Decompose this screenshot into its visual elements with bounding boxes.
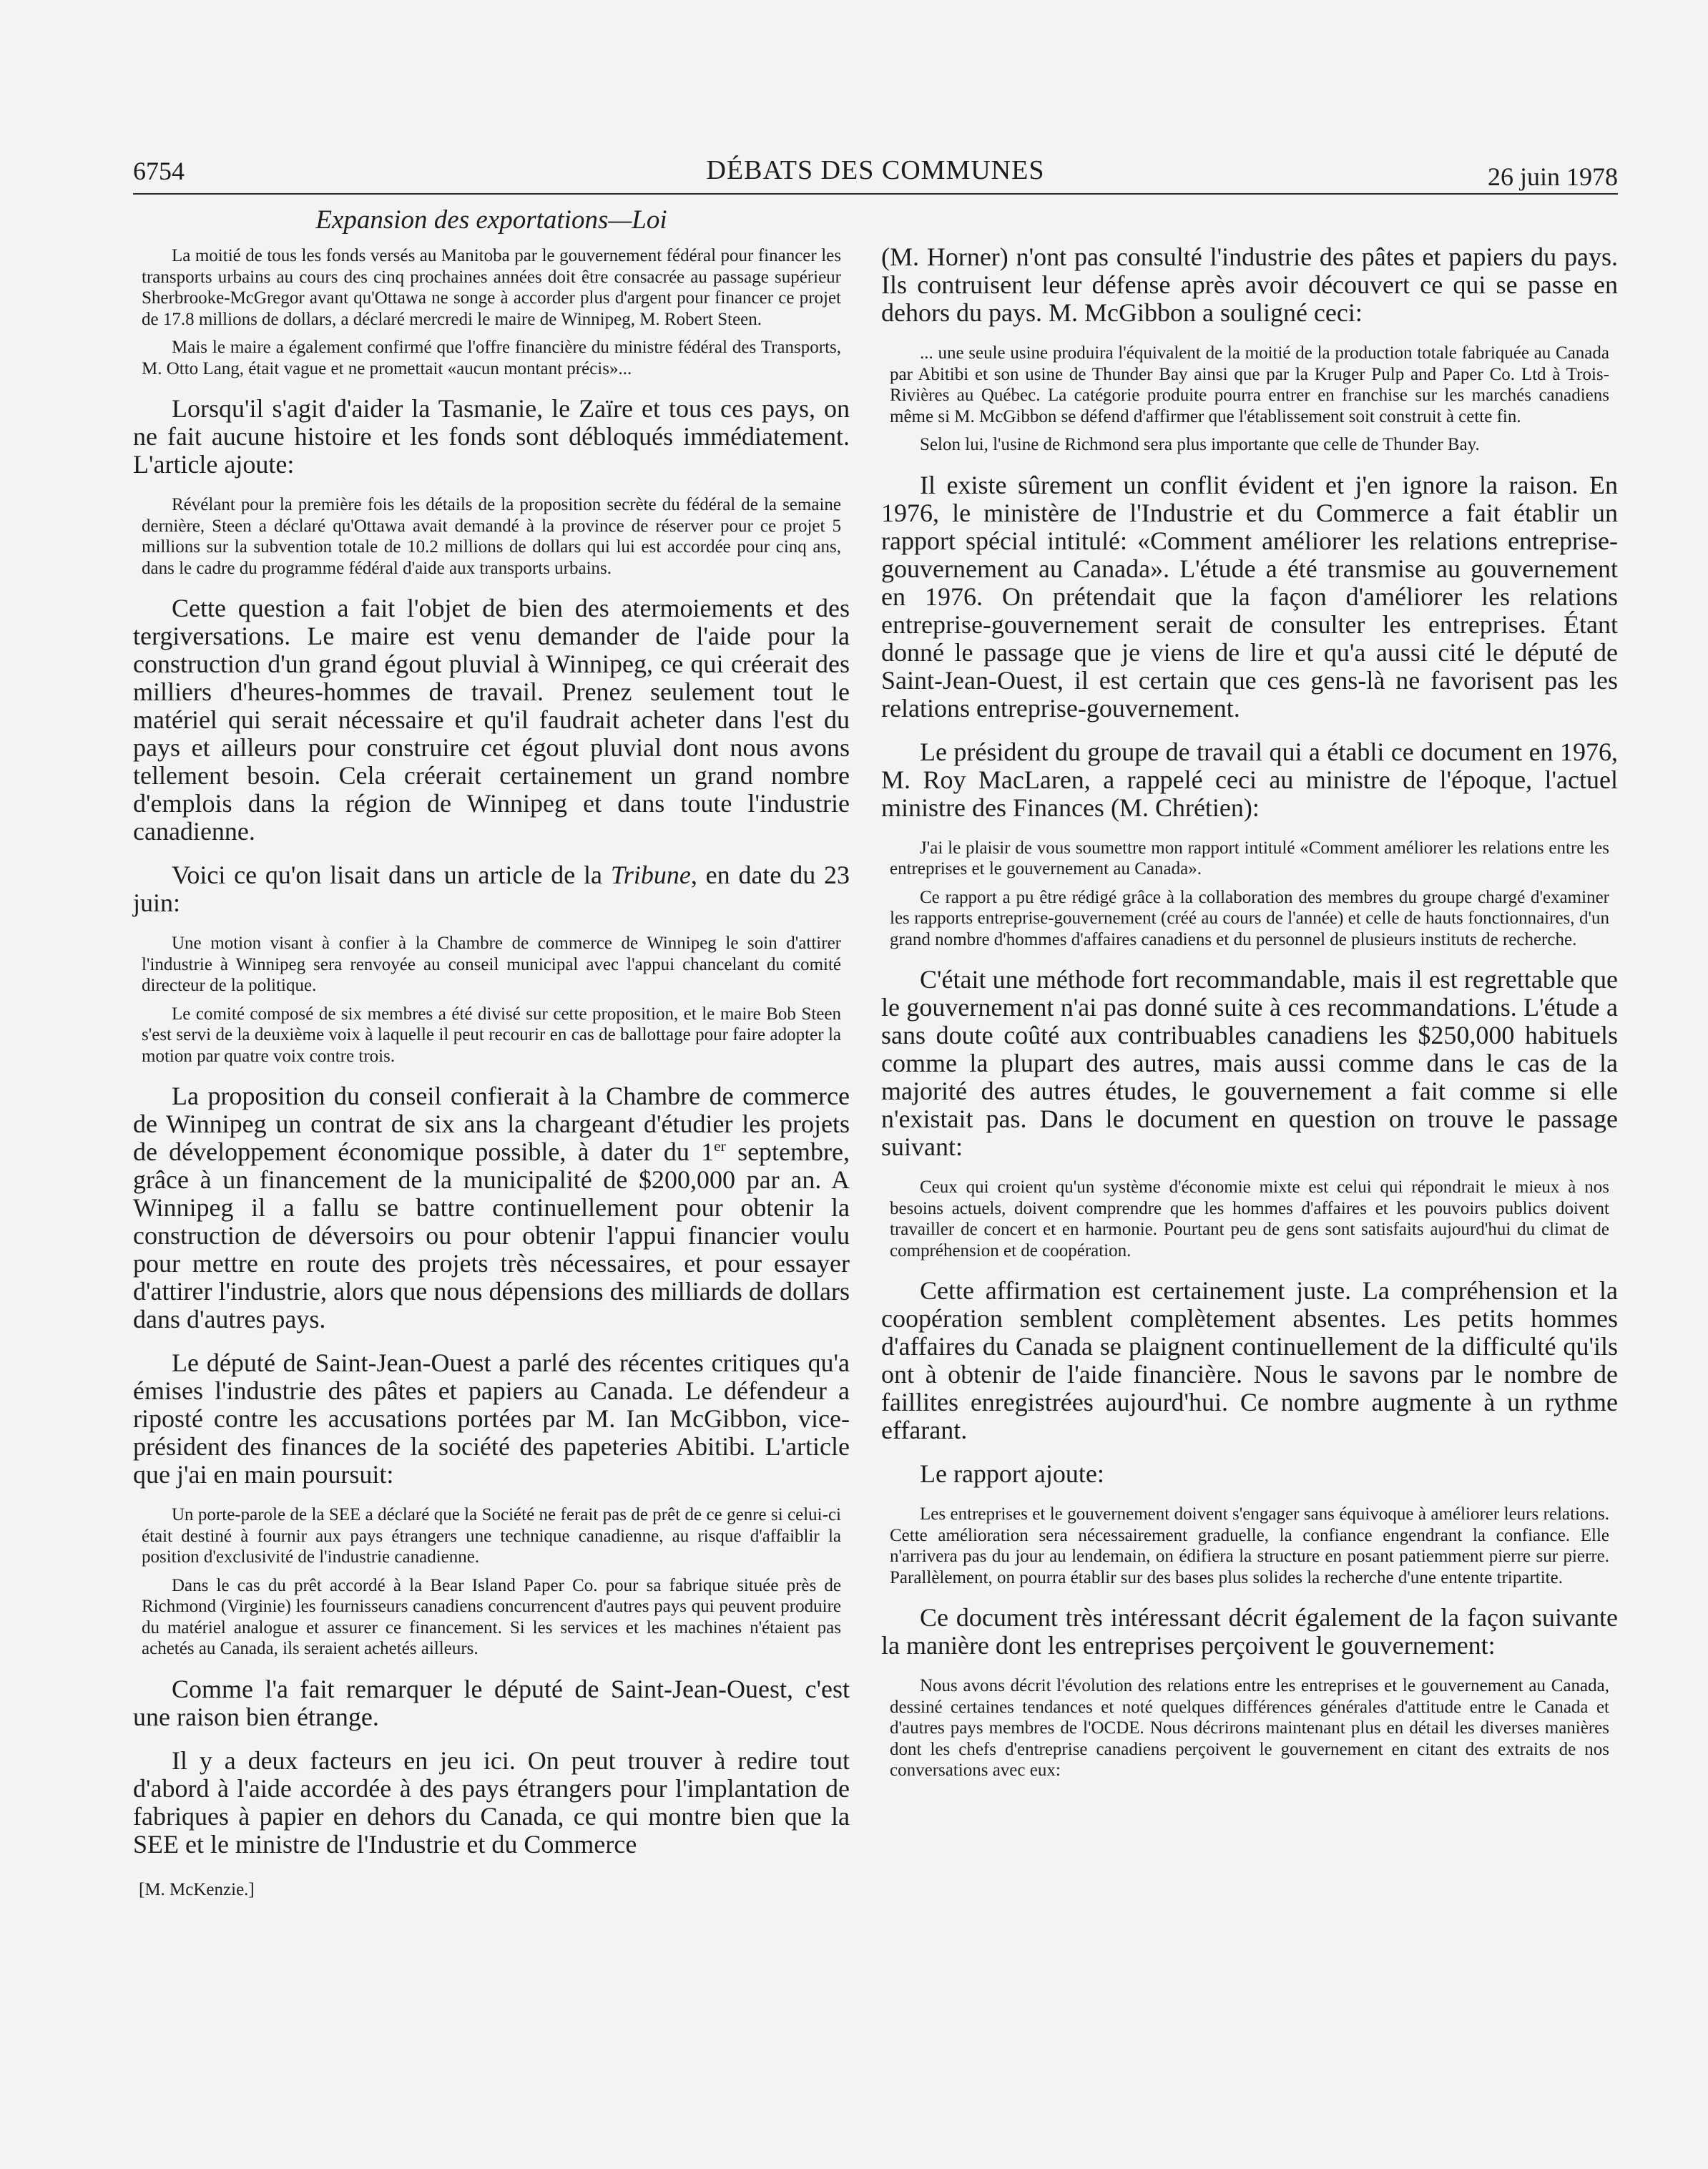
right-column xyxy=(881,202,1618,1788)
body-paragraph: (M. Horner) n'ont pas consulté l'industrie des pâtes et papiers du pays. Ils contruisent leur défense après avoir découvert ce qui se passe en dehors du pays. M. McGibbon a souligné ceci: xyxy=(881,243,1618,327)
quote-paragraph: La moitié de tous les fonds versés au Manitoba par le gouvernement fédéral pour financer les transports urbains au cours des cinq prochaines années doit être consacrée au passage supérieur Sherbrooke-McGregor avant qu'Ottawa ne songe à accorder plus d'argent pour financer ce projet de 17.8 millions de dollars, a déclaré mercredi le maire de Winnipeg, M. Robert Steen. xyxy=(142,246,841,329)
page-date: 26 juin 1978 xyxy=(1487,162,1618,191)
body-paragraph: Lorsqu'il s'agit d'aider la Tasmanie, le Zaïre et tous ces pays, on ne fait aucune histoire et les fonds sont débloqués immédiatement. L'article ajoute: xyxy=(133,394,850,479)
body-paragraph: Cette question a fait l'objet de bien des atermoiements et des tergiversations. Le maire est venu demander de l'aide pour la construction d'un grand égout pluvial à Winnipeg, ce qui créerait des milliers d'heures-hommes de travail. Prenez seulement tout le matériel qui serait nécessaire et qu'il faudrait acheter dans l'est du pays et ailleurs pour construire cet égout pluvial dont nous avons tellement besoin. Cela créerait certainement un grand nombre d'emplois dans la région de Winnipeg et dans toute l'industrie canadienne. xyxy=(133,594,850,846)
body-paragraph: C'était une méthode fort recommandable, mais il est regrettable que le gouvernement n'ai pas donné suite à ces recommandations. L'étude a sans doute coûté aux contribuables canadiens les $250,000 habituels comme la plupart des autres, mais aussi comme dans le cas de la majorité des autres études, le gouvernement a fait comme si elle n'existait pas. Dans le document en question on trouve le passage suivant: xyxy=(881,965,1618,1161)
text-run: La proposition du conseil confierait à la Chambre de commerce de Winnipeg un contrat de six ans la chargeant d'étudier les projets de développement économique possible, à dater du 1 xyxy=(133,1082,850,1166)
body-paragraph: Il existe sûrement un conflit évident et j'en ignore la raison. En 1976, le ministère de l'Industrie et du Commerce a fait établir un rapport spécial intitulé: «Comment améliorer les relations entreprise-gouvernement au Canada». L'étude a été transmise au gouvernement en 1976. On prétendait que la façon d'améliorer les relations entreprise-gouvernement serait de consulter les entreprises. Étant donné le passage que je viens de lire et qu'a aussi cité le député de Saint-Jean-Ouest, il est certain que ces gens-là ne favorisent pas les relations entreprise-gouvernement. xyxy=(881,470,1618,723)
running-title: DÉBATS DES COMMUNES xyxy=(706,155,1045,185)
quote-paragraph: Le comité composé de six membres a été divisé sur cette proposition, et le maire Bob Steen s'est servi de la deuxième voix à laquelle il peut recourir en cas de ballottage pour faire adopter la motion par quatre voix contre trois. xyxy=(142,1004,841,1066)
body-paragraph: Le député de Saint-Jean-Ouest a parlé des récentes critiques qu'a émises l'industrie des pâtes et papiers au Canada. Le défendeur a riposté contre les accusations portées par M. Ian McGibbon, vice-président des finances de la société des papeteries Abitibi. L'article que j'ai en main poursuit: xyxy=(133,1348,850,1489)
page-header xyxy=(133,152,1618,195)
quote-paragraph: Révélant pour la première fois les détails de la proposition secrète du fédéral de la semaine dernière, Steen a déclaré qu'Ottawa avait demandé à la province de réserver pour ce projet 5 millions sur la subvention totale de 10.2 millions de dollars qui lui est accordée pour cinq ans, dans le cadre du programme fédéral d'aide aux transports urbains. xyxy=(142,495,841,578)
quote-paragraph: Dans le cas du prêt accordé à la Bear Island Paper Co. pour sa fabrique située près de Richmond (Virginie) les fournisseurs canadiens concurrencent d'autres pays qui peuvent produire du matériel analogue et assurer ce financement. Si les services et les machines n'étaient pas achetés au Canada, ils seraient achetés ailleurs. xyxy=(142,1575,841,1658)
quote-paragraph: Les entreprises et le gouvernement doivent s'engager sans équivoque à améliorer leurs relations. Cette amélioration sera nécessairement graduelle, la confiance engendrant la confiance. Elle n'arrivera pas du jour au lendemain, on édifiera la structure en posant patiemment pierre sur pierre. Parallèlement, on pourra établir sur des bases plus solides la recherche d'une entente tripartite. xyxy=(890,1504,1609,1587)
quote-paragraph: J'ai le plaisir de vous soumettre mon rapport intitulé «Comment améliorer les relations entre les entreprises et le gouvernement au Canada». xyxy=(890,838,1609,878)
quote-paragraph: Un porte-parole de la SEE a déclaré que la Société ne ferait pas de prêt de ce genre si celui-ci était destiné à fournir aux pays étrangers une technique canadienne, au risque d'affaiblir la position d'exclusivité de l'industrie canadienne. xyxy=(142,1505,841,1567)
section-title: Expansion des exportations—Loi xyxy=(315,205,667,235)
newspaper-name: Tribune xyxy=(610,861,691,889)
quote-paragraph: ... une seule usine produira l'équivalent de la moitié de la production totale fabriquée au Canada par Abitibi et son usine de Thunder Bay ainsi que par la Kruger Pulp and Paper Co. Ltd à Trois-Rivières au Québec. La catégorie produite pourra entrer en franchise sur les marchés canadiens même si M. McGibbon se défend d'affirmer que l'établissement soit construit à cette fin. xyxy=(890,343,1609,426)
body-paragraph: Cette affirmation est certainement juste. La compréhension et la coopération semblent complètement absentes. Les petits hommes d'affaires du Canada se plaignent continuellement de la difficulté qu'ils ont à obtenir de l'aide financière. Nous le savons par le nombre de faillites enregistrées aujourd'hui. Ce nombre augmente à un rythme effarant. xyxy=(881,1276,1618,1444)
body-paragraph: Le président du groupe de travail qui a établi ce document en 1976, M. Roy MacLaren, a rappelé ceci au ministre de l'époque, l'actuel ministre des Finances (M. Chrétien): xyxy=(881,737,1618,822)
quote-paragraph: Nous avons décrit l'évolution des relations entre les entreprises et le gouvernement au Canada, dessiné certaines tendances et noté quelques différences générales d'attitude entre le Canada et d'autres pays membres de l'OCDE. Nous décrirons maintenant plus en détail les diverses manières dont les chefs d'entreprise canadiens perçoivent le gouvernement en citant des extraits de nos conversations avec eux: xyxy=(890,1676,1609,1780)
quote-paragraph: Une motion visant à confier à la Chambre de commerce de Winnipeg le soin d'attirer l'industrie à Winnipeg sera renvoyée au conseil municipal avec l'appui chancelant du comité directeur de la politique. xyxy=(142,934,841,995)
body-paragraph: Le rapport ajoute: xyxy=(920,1459,1104,1488)
quote-paragraph: Selon lui, l'usine de Richmond sera plus importante que celle de Thunder Bay. xyxy=(920,435,1480,454)
page-number: 6754 xyxy=(133,157,185,185)
body-paragraph: Comme l'a fait remarquer le député de Saint-Jean-Ouest, c'est une raison bien étrange. xyxy=(133,1674,850,1731)
body-paragraph: Ce document très intéressant décrit également de la façon suivante la manière dont les entreprises perçoivent le gouvernement: xyxy=(881,1603,1618,1660)
body-paragraph xyxy=(133,861,850,917)
body-paragraph xyxy=(133,1082,850,1333)
text-run: Voici ce qu'on lisait dans un article de la xyxy=(172,861,611,889)
quote-paragraph: Ce rapport a pu être rédigé grâce à la collaboration des membres du groupe chargé d'examiner les rapports entreprise-gouvernement (créé au cours de l'année) et celle de hauts fonctionnaires, d'un grand nombre d'hommes d'affaires canadiens et du personnel de plusieurs instituts de recherche. xyxy=(890,887,1609,949)
text-run: septembre, grâce à un financement de la municipalité de $200,000 par an. A Winnipeg il a fallu se battre continuellement pour obtenir la construction de déversoirs ou pour obtenir l'appui financier voulu pour mettre en route des projets très nécessaires, et pour essayer d'attirer l'industrie, alors que nous dépensions des milliards de dollars dans d'autres pays. xyxy=(133,1137,850,1333)
text-run: , en date du 23 juin: xyxy=(133,861,850,917)
ordinal-superscript: er xyxy=(714,1137,726,1155)
quote-paragraph: Mais le maire a également confirmé que l'offre financière du ministre fédéral des Transports, M. Otto Lang, était vague et ne promettait «aucun montant précis»... xyxy=(142,338,841,378)
left-column xyxy=(133,202,850,1900)
body-paragraph: Il y a deux facteurs en jeu ici. On peut trouver à redire tout d'abord à l'aide accordée à des pays étrangers pour l'implantation de fabriques à papier en dehors du Canada, ce qui montre bien que la SEE et le ministre de l'Industrie et du Commerce xyxy=(133,1746,850,1859)
speaker-attribution: [M. McKenzie.] xyxy=(139,1879,255,1899)
quote-paragraph: Ceux qui croient qu'un système d'économie mixte est celui qui répondrait le mieux à nos besoins actuels, doivent comprendre que les hommes d'affaires et les pouvoirs publics doivent travailler de concert et en harmonie. Pourtant peu de gens sont satisfaits aujourd'hui du climat de compréhension et de coopération. xyxy=(890,1177,1609,1260)
